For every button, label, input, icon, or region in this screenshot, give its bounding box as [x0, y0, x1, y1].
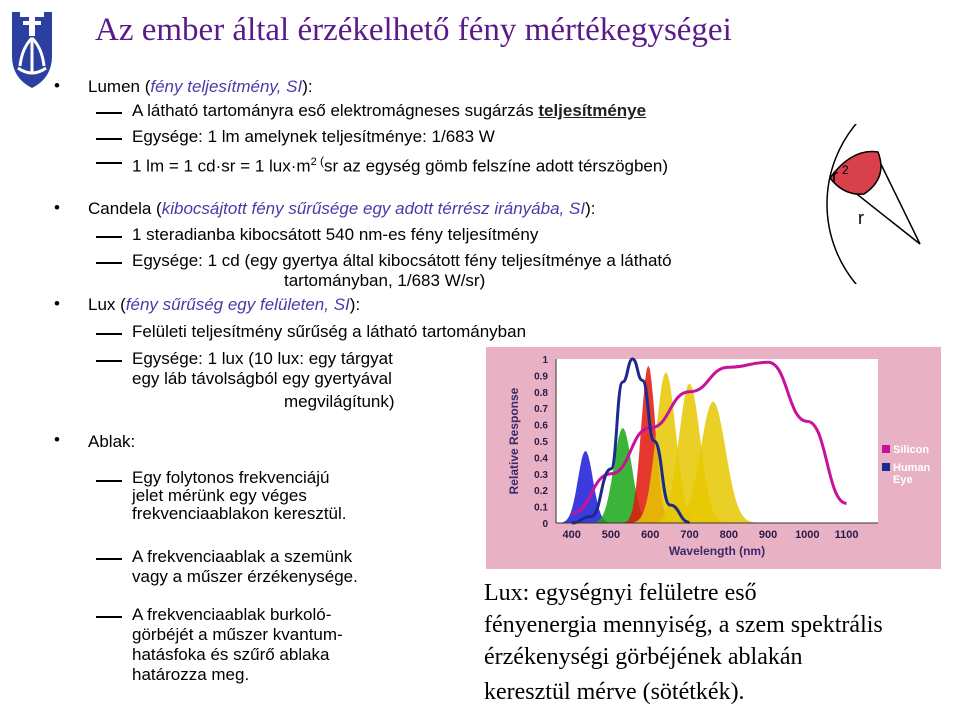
caption-line-3: érzékenységi görbéjének ablakán: [484, 644, 803, 670]
lux-line-2c: megvilágítunk): [284, 392, 395, 411]
y-tick-label: 1: [542, 355, 548, 366]
y-tick-label: 0: [542, 519, 548, 530]
y-tick-label: 0.5: [534, 437, 548, 448]
y-tick-label: 0.3: [534, 469, 548, 481]
dash: [96, 236, 122, 238]
bullet-dot: •: [54, 294, 60, 313]
ablak-item-3: A frekvenciaablak burkoló- görbéjét a műszer kvantum- hatásfoka és szűrő ablaka határozza meg.: [132, 605, 343, 684]
dash: [96, 138, 122, 140]
dash: [96, 480, 122, 482]
caption-line-2: fényenergia mennyiség, a szem spektrális: [484, 612, 883, 638]
candela-line-2a: Egysége: 1 cd (egy gyertya által kibocsátott fény teljesítménye a látható: [132, 251, 672, 270]
legend-swatch: [882, 445, 890, 453]
dash: [96, 333, 122, 335]
y-tick-label: 0.9: [534, 371, 548, 383]
chart-svg: [486, 347, 941, 569]
y-tick-label: 0.4: [534, 453, 548, 465]
lux-line-2a: Egysége: 1 lux (10 lux: egy tárgyat: [132, 349, 393, 368]
dash: [96, 262, 122, 264]
y-tick-label: 0.1: [534, 502, 548, 514]
dash: [96, 616, 122, 618]
page-title: Az ember által érzékelhető fény mértékegységei: [95, 12, 732, 48]
x-tick-label: 400: [562, 529, 581, 541]
sphere-diagram: [812, 124, 959, 284]
lux-line-1: Felületi teljesítmény sűrűség a látható tartományban: [132, 322, 527, 341]
dash: [96, 162, 122, 164]
sphere-r-label: r: [858, 208, 864, 228]
bullet-dot: •: [54, 198, 60, 217]
candela-line-1: 1 steradianba kibocsátott 540 nm-es fény teljesítmény: [132, 225, 539, 244]
caption-line-1: Lux: egységnyi felületre eső: [484, 580, 757, 606]
lumen-line-2: Egysége: 1 lm amelynek teljesítménye: 1/683 W: [132, 127, 495, 146]
y-axis-label: Relative Response: [507, 387, 521, 495]
university-logo: [4, 4, 60, 90]
legend-label: Human: [893, 462, 931, 474]
y-tick-label: 0.6: [534, 420, 548, 432]
legend-label: Silicon: [893, 444, 930, 456]
x-tick-label: 1100: [834, 529, 859, 541]
caption-line-4: keresztül mérve (sötétkék).: [484, 679, 745, 705]
ablak-item-1: Egy folytonos frekvenciájú jelet mérünk egy véges frekvenciaablakon keresztül.: [132, 468, 347, 523]
dash: [96, 360, 122, 362]
x-tick-label: 700: [680, 529, 699, 541]
lux-heading: Lux (fény sűrűség egy felületen, SI):: [88, 295, 361, 314]
dash: [96, 558, 122, 560]
lumen-line-3: 1 lm = 1 cd·sr = 1 $lux\cdot m^2$ (sr az egység gömb felszíne adott térszögben): [132, 154, 668, 176]
x-tick-label: 900: [758, 529, 778, 541]
ablak-item-2: A frekvenciaablak a szemünk vagy a műszer érzékenysége.: [132, 547, 358, 586]
x-tick-label: 500: [601, 529, 621, 541]
x-tick-label: 1000: [795, 529, 820, 541]
candela-heading: Candela (kibocsájtott fény sűrűsége egy adott térrész irányába, SI):: [88, 199, 596, 218]
candela-line-2b: tartományban, 1/683 W/sr): [284, 271, 486, 290]
legend-swatch: [882, 463, 890, 471]
bullet-dot: •: [54, 76, 60, 95]
spectral-response-chart: [486, 347, 941, 569]
x-axis-label: Wavelength (nm): [668, 544, 766, 558]
sphere-r2-label: r $^2$: [832, 163, 849, 186]
x-tick-label: 600: [641, 529, 660, 541]
y-tick-label: 0.7: [534, 404, 548, 416]
x-tick-label: 800: [719, 529, 738, 541]
dash: [96, 112, 122, 114]
legend-label: Eye: [893, 474, 913, 486]
lumen-heading: Lumen (fény teljesítmény, SI):: [88, 77, 313, 96]
y-tick-label: 0.2: [534, 486, 548, 498]
bullet-dot: •: [54, 430, 60, 449]
lux-line-2b: egy láb távolságból egy gyertyával: [132, 369, 392, 388]
lumen-line-1: A látható tartományra eső elektromágneses sugárzás teljesítménye: [132, 101, 647, 120]
y-tick-label: 0.8: [534, 387, 548, 399]
ablak-heading: Ablak:: [88, 432, 136, 451]
